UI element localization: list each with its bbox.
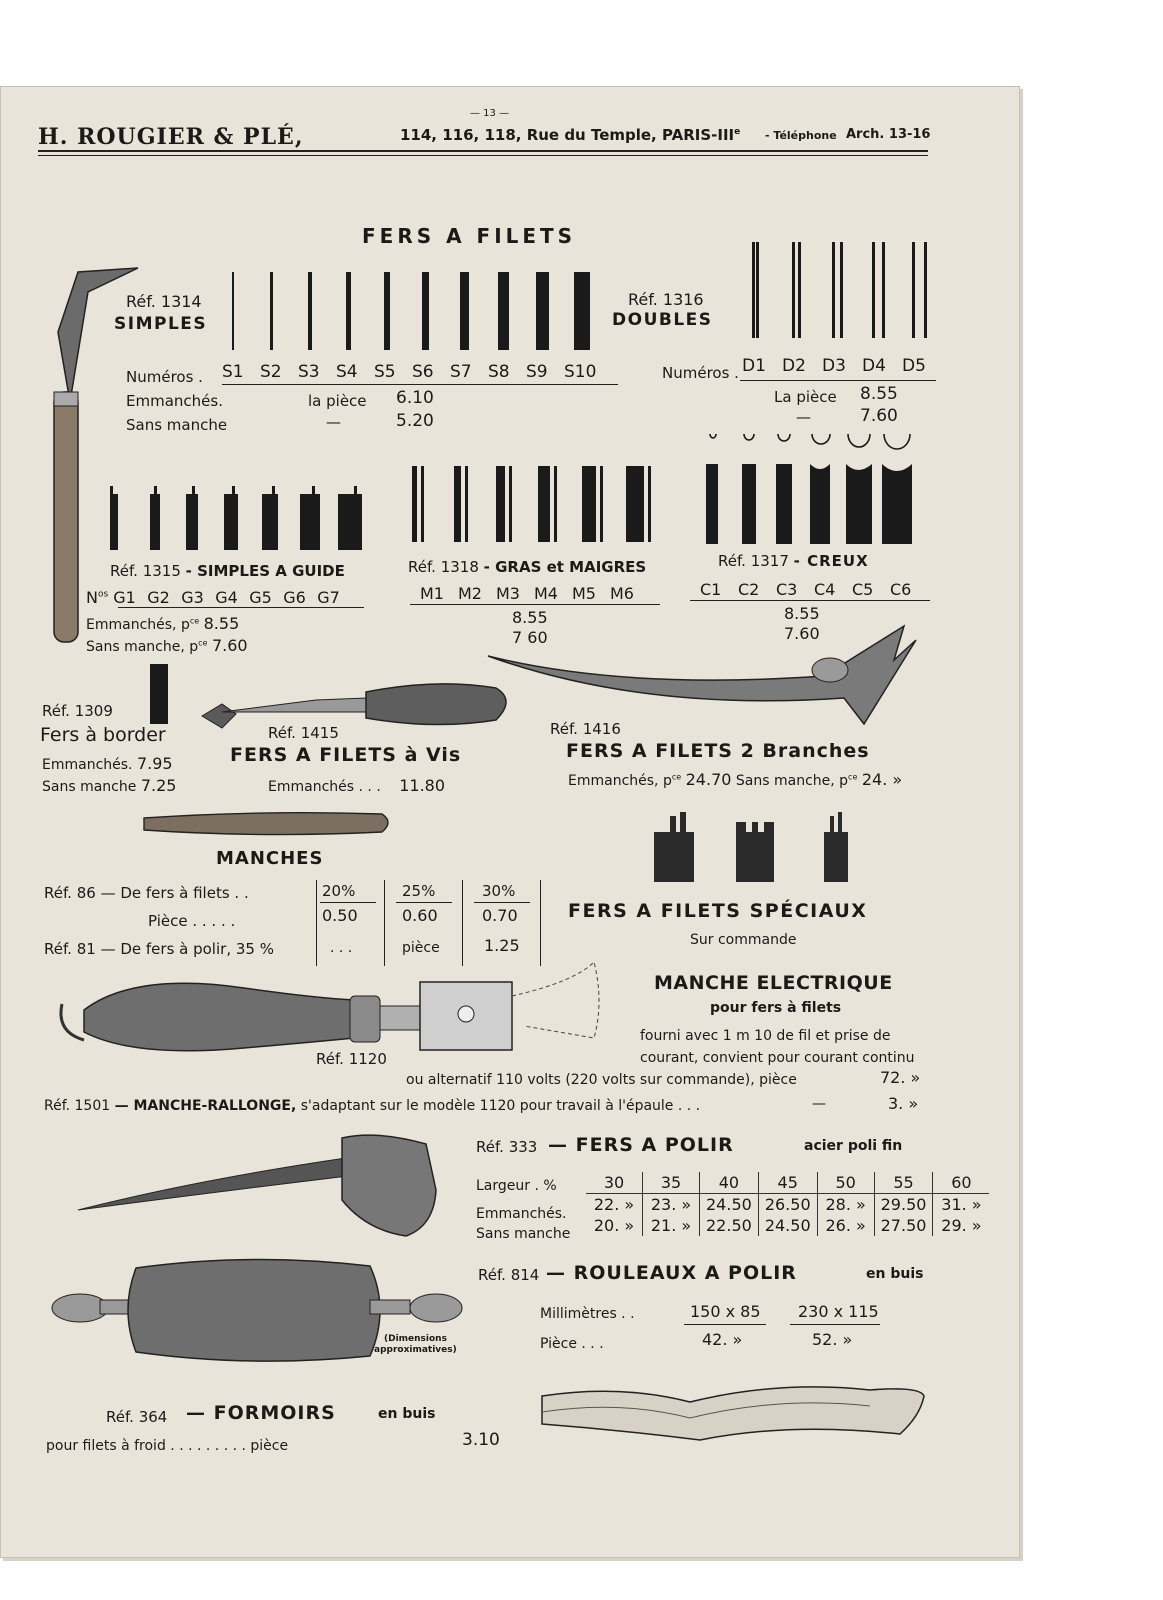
guide-number-g5: G5 xyxy=(249,588,272,607)
formoir-illustration xyxy=(540,1380,930,1450)
electrique-sub: pour fers à filets xyxy=(710,1000,842,1016)
gras-number-m5: M5 xyxy=(572,584,596,603)
simples-rule xyxy=(222,384,618,385)
doubles-number-d3: D3 xyxy=(822,356,846,376)
creux-profiles xyxy=(706,434,936,544)
manches-size-underline-2 xyxy=(396,902,452,903)
polir-emmanches-30: 22. » xyxy=(593,1195,635,1214)
formoirs-ref: Réf. 364 xyxy=(106,1408,168,1426)
rouleaux-size-2: 230 x 115 xyxy=(798,1302,879,1321)
formoirs-name: — FORMOIRS xyxy=(186,1402,336,1424)
polir-emmanches-55: 29.50 xyxy=(874,1194,933,1216)
creux-number-c5: C5 xyxy=(852,580,874,599)
guide-number-g1: G1 xyxy=(113,588,136,607)
electrique-ref: Réf. 1120 xyxy=(316,1050,387,1068)
guide-emmanches: Emmanchés, $p^{ce}$ 8.55 xyxy=(86,614,240,633)
creux-price-2: 7.60 xyxy=(784,624,820,643)
doubles-bar-d2-2 xyxy=(798,242,801,338)
gras-number-m2: M2 xyxy=(458,584,482,603)
vis-ref: Réf. 1415 xyxy=(268,724,339,742)
simples-bar-s2 xyxy=(270,272,273,350)
polir-width-row xyxy=(586,1172,989,1194)
simples-numbers-label: Numéros . xyxy=(126,368,203,386)
gras-number-m4: M4 xyxy=(534,584,558,603)
manches-price-20: 0.50 xyxy=(322,906,358,925)
polir-width-30: 30 xyxy=(586,1172,643,1194)
guide-numbers: $N^{os}$ G1 G2 G3 G4 G5 G6 G7 xyxy=(86,588,351,607)
doubles-bar-d2-1 xyxy=(792,242,795,338)
polir-sans-manche-35: 21. » xyxy=(643,1215,700,1236)
creux-number-c2: C2 xyxy=(738,580,760,599)
guide-number-g4: G4 xyxy=(215,588,238,607)
manches-ref86: Réf. 86 — De fers à filets . . xyxy=(44,884,249,902)
guide-ref: Réf. 1315 - SIMPLES A GUIDE xyxy=(110,562,345,580)
simples-price-sans-manche: 5.20 xyxy=(396,411,434,431)
creux-number-c3: C3 xyxy=(776,580,798,599)
polir-width-35: 35 xyxy=(643,1172,700,1194)
guide-number-g2: G2 xyxy=(147,588,170,607)
gras-rule xyxy=(410,604,660,605)
simples-bar-s5 xyxy=(384,272,390,350)
guide-bars xyxy=(106,486,366,550)
gras-price-1: 8.55 xyxy=(512,608,548,627)
creux-price-1: 8.55 xyxy=(784,604,820,623)
border-ref: Réf. 1309 xyxy=(42,702,113,720)
polir-width-50: 50 xyxy=(817,1172,874,1194)
border-emmanches: Emmanchés. 7.95 xyxy=(42,754,173,773)
simples-number-s9: S9 xyxy=(526,362,548,382)
polir-emmanches-50: 28. » xyxy=(817,1194,874,1216)
handle-illustration xyxy=(142,810,398,840)
doubles-number-d1: D1 xyxy=(742,356,766,376)
formoirs-sub: en buis xyxy=(378,1406,436,1422)
doubles-price-emmanches: 8.55 xyxy=(860,384,898,404)
doubles-price-sans-manche: 7.60 xyxy=(860,406,898,426)
simples-number-s6: S6 xyxy=(412,362,434,382)
polir-sans-manche-label: Sans manche xyxy=(476,1226,571,1242)
manches-col-rule-1 xyxy=(316,880,317,966)
creux-rule xyxy=(690,600,930,601)
doubles-bar-d5-2 xyxy=(924,242,927,338)
polir-emmanches-40: 24.50 xyxy=(700,1194,759,1216)
gras-number-m6: M6 xyxy=(610,584,634,603)
speciaux-sub: Sur commande xyxy=(690,932,797,948)
border-iron-profile xyxy=(150,664,168,724)
gras-number-m1: M1 xyxy=(420,584,444,603)
company-address: 114, 116, 118, Rue du Temple, PARIS-IIIe xyxy=(400,126,741,144)
header-rule xyxy=(38,150,928,152)
rouleaux-size-1: 150 x 85 xyxy=(690,1302,761,1321)
rallonge-dash: — xyxy=(812,1096,826,1112)
simples-bar-s7 xyxy=(460,272,469,350)
doubles-numbers-label: Numéros . xyxy=(662,364,739,382)
gras-numbers xyxy=(420,584,648,603)
formoirs-line: pour filets à froid . . . . . . . . . pièce xyxy=(46,1438,289,1454)
doubles-number-d5: D5 xyxy=(902,356,926,376)
gras-number-m3: M3 xyxy=(496,584,520,603)
simples-per-piece: la pièce xyxy=(308,392,367,410)
electrique-title: MANCHE ELECTRIQUE xyxy=(654,972,893,994)
branches-name: FERS A FILETS 2 Branches xyxy=(566,740,870,762)
manches-price-30: 0.70 xyxy=(482,906,518,925)
manches-ref81-price: 1.25 xyxy=(484,936,520,955)
manches-size-underline-1 xyxy=(320,902,376,903)
creux-number-c6: C6 xyxy=(890,580,912,599)
polir-sub: acier poli fin xyxy=(804,1138,903,1154)
branches-prices: Emmanchés, $p^{ce}$ 24.70 Sans manche, $p^{ce}$ 24. » xyxy=(568,770,903,789)
border-name: Fers à border xyxy=(40,724,166,746)
polir-name: — FERS A POLIR xyxy=(548,1134,734,1156)
doubles-bar-d4-2 xyxy=(882,242,885,338)
border-sans-manche: Sans manche 7.25 xyxy=(42,776,177,795)
gras-price-2: 7 60 xyxy=(512,628,548,647)
simples-sans-manche-label: Sans manche xyxy=(126,416,228,434)
manches-size-30: 30% xyxy=(482,882,516,900)
guide-number-g6: G6 xyxy=(283,588,306,607)
rouleaux-rule-2 xyxy=(790,1324,880,1325)
doubles-number-d2: D2 xyxy=(782,356,806,376)
manches-col-rule-3 xyxy=(462,880,463,966)
polir-width-60: 60 xyxy=(933,1172,990,1194)
gras-ref: Réf. 1318 - GRAS et MAIGRES xyxy=(408,558,647,576)
simples-number-s8: S8 xyxy=(488,362,510,382)
simples-dash: — xyxy=(326,413,341,431)
polir-table xyxy=(586,1172,989,1236)
simples-number-s4: S4 xyxy=(336,362,358,382)
doubles-bar-d1-2 xyxy=(756,242,759,338)
rouleaux-dims-note-1: (Dimensions xyxy=(384,1334,447,1344)
simples-number-s7: S7 xyxy=(450,362,472,382)
polir-ref: Réf. 333 xyxy=(476,1138,538,1156)
polir-sans-manche-45: 24.50 xyxy=(758,1215,817,1236)
polir-sans-manche-55: 27.50 xyxy=(874,1215,933,1236)
vis-line: Emmanchés . . . 11.80 xyxy=(268,776,446,795)
doubles-bar-d3-2 xyxy=(840,242,843,338)
rouleaux-rule-1 xyxy=(684,1324,766,1325)
formoirs-price: 3.10 xyxy=(462,1430,500,1450)
polir-sans-manche-40: 22.50 xyxy=(700,1215,759,1236)
rallonge-line: Réf. 1501 — MANCHE-RALLONGE, s'adaptant sur le modèle 1120 pour travail à l'épaule . . . xyxy=(44,1098,701,1114)
simples-name: SIMPLES xyxy=(114,314,208,334)
creux-numbers xyxy=(700,580,928,599)
simples-bar-s6 xyxy=(422,272,429,350)
simples-numbers xyxy=(222,362,602,382)
doubles-name: DOUBLES xyxy=(612,310,713,330)
simples-bar-s9 xyxy=(536,272,549,350)
vis-name: FERS A FILETS à Vis xyxy=(230,744,462,766)
manches-price-25: 0.60 xyxy=(402,906,438,925)
polir-width-40: 40 xyxy=(700,1172,759,1194)
doubles-rule xyxy=(740,380,936,381)
doubles-dash: — xyxy=(796,408,811,426)
speciaux-title: FERS A FILETS SPÉCIAUX xyxy=(568,900,868,922)
simples-bar-s1 xyxy=(232,272,234,350)
manches-title: MANCHES xyxy=(216,848,324,869)
simples-number-s10: S10 xyxy=(564,362,597,382)
guide-sans-manche: Sans manche, $p^{ce}$ 7.60 xyxy=(86,636,248,655)
rouleaux-name: — ROULEAUX A POLIR xyxy=(546,1262,797,1284)
rouleaux-sub: en buis xyxy=(866,1266,924,1282)
polir-emmanches-35: 23. » xyxy=(643,1194,700,1216)
branches-ref: Réf. 1416 xyxy=(550,720,621,738)
manches-size-25: 25% xyxy=(402,882,436,900)
rouleaux-dims-note-2: approximatives) xyxy=(374,1345,457,1355)
manches-ref81: Réf. 81 — De fers à polir, 35 % xyxy=(44,940,274,958)
rouleaux-piece-label: Pièce . . . xyxy=(540,1336,604,1352)
rouleaux-mm-label: Millimètres . . xyxy=(540,1306,635,1322)
polir-sans-manche-row xyxy=(586,1215,989,1236)
electrique-line-1: fourni avec 1 m 10 de fil et prise de xyxy=(640,1028,891,1044)
simples-bar-s4 xyxy=(346,272,351,350)
polir-emmanches-60: 31. » xyxy=(933,1194,990,1216)
manches-size-20: 20% xyxy=(322,882,356,900)
guide-rule xyxy=(118,607,364,608)
page-number: — 13 — xyxy=(470,108,510,119)
simples-number-s5: S5 xyxy=(374,362,396,382)
phone-number: Arch. 13-16 xyxy=(846,127,931,142)
doubles-bar-d3-1 xyxy=(832,242,835,338)
manches-ref81-piece: pièce xyxy=(402,940,440,956)
doubles-ref: Réf. 1316 xyxy=(628,290,704,309)
guide-number-g3: G3 xyxy=(181,588,204,607)
electrique-line-3: ou alternatif 110 volts (220 volts sur commande), pièce xyxy=(406,1072,797,1088)
manches-ref81-dots: . . . xyxy=(330,940,353,956)
simples-emmanches-label: Emmanchés. xyxy=(126,392,223,410)
guide-number-g7: G7 xyxy=(317,588,340,607)
polir-emmanches-row xyxy=(586,1194,989,1216)
rallonge-price: 3. » xyxy=(888,1094,919,1113)
rouleaux-price-2: 52. » xyxy=(812,1330,853,1349)
gras-bars xyxy=(412,466,662,542)
manches-col-rule-4 xyxy=(540,880,541,966)
polir-largeur-label: Largeur . % xyxy=(476,1178,557,1194)
polir-emmanches-label: Emmanchés. xyxy=(476,1206,567,1222)
simples-number-s1: S1 xyxy=(222,362,244,382)
two-branch-tool-illustration xyxy=(484,620,934,730)
doubles-bar-d1-1 xyxy=(752,242,755,338)
polir-width-55: 55 xyxy=(874,1172,933,1194)
manches-size-underline-3 xyxy=(474,902,530,903)
electric-handle-illustration xyxy=(54,962,614,1062)
simples-bar-s3 xyxy=(308,272,312,350)
page-title: FERS A FILETS xyxy=(362,224,577,248)
rouleaux-ref: Réf. 814 xyxy=(478,1266,540,1284)
doubles-number-d4: D4 xyxy=(862,356,886,376)
special-irons-profiles xyxy=(652,812,862,882)
creux-number-c1: C1 xyxy=(700,580,722,599)
polir-sans-manche-30: 20. » xyxy=(593,1216,635,1235)
simples-bar-s10 xyxy=(574,272,590,350)
manches-col-rule-2 xyxy=(384,880,385,966)
screw-tool-illustration xyxy=(196,678,516,738)
simples-number-s2: S2 xyxy=(260,362,282,382)
polir-emmanches-45: 26.50 xyxy=(758,1194,817,1216)
polir-sans-manche-60: 29. » xyxy=(933,1215,990,1236)
simples-price-emmanches: 6.10 xyxy=(396,388,434,408)
simples-number-s3: S3 xyxy=(298,362,320,382)
rouleaux-price-1: 42. » xyxy=(702,1330,743,1349)
creux-number-c4: C4 xyxy=(814,580,836,599)
phone-label: - Téléphone xyxy=(765,129,837,142)
electrique-line-2: courant, convient pour courant continu xyxy=(640,1050,915,1066)
doubles-per-piece: La pièce xyxy=(774,388,837,406)
manches-piece: Pièce . . . . . xyxy=(148,912,236,930)
polishing-iron-illustration xyxy=(76,1130,442,1240)
creux-ref: Réf. 1317 - CREUX xyxy=(718,552,869,570)
simples-bar-s8 xyxy=(498,272,509,350)
doubles-bar-d5-1 xyxy=(912,242,915,338)
polir-width-45: 45 xyxy=(758,1172,817,1194)
doubles-bar-d4-1 xyxy=(872,242,875,338)
header-rule-thin xyxy=(38,155,928,156)
electrique-price: 72. » xyxy=(880,1068,921,1087)
doubles-numbers xyxy=(742,356,942,376)
company-name: H. ROUGIER & PLÉ, xyxy=(38,124,304,150)
polir-sans-manche-50: 26. » xyxy=(817,1215,874,1236)
simples-ref: Réf. 1314 xyxy=(126,292,202,311)
